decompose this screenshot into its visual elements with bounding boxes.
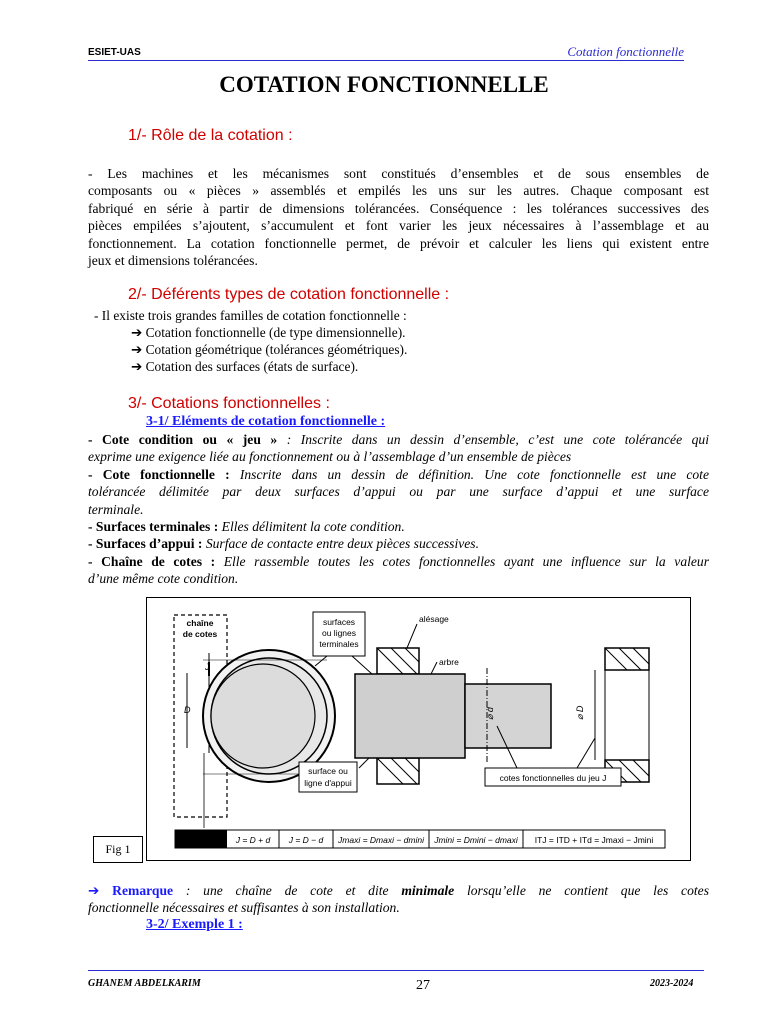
remark-line [88, 882, 709, 899]
definition-surfaces-terminales [88, 518, 709, 535]
s1-line: pièces empilées s’ajoutent, s’accumulent et font varier les jeux nécessaires à l’assemblage et au [88, 218, 709, 234]
figure-caption: Fig 1 [93, 836, 143, 863]
definition-text: : Inscrite dans un dessin d’ensemble, c’est une cote tolérancée qui [277, 432, 709, 447]
formula: Jmini = Dmini − dmaxi [434, 835, 518, 845]
definition-term: - Surfaces d’appui : [88, 536, 203, 552]
list-item-text: Cotation géométrique (tolérances géométriques). [145, 342, 408, 357]
s1-line: composants ou « pièces » assemblés et empilés les uns sur les autres. Chaque composant est [88, 183, 709, 199]
formula: J = D − d [288, 835, 324, 845]
appui-label: ligne d'appui [304, 778, 352, 788]
s1-line: jeux et dimensions tolérancées. [88, 253, 258, 269]
definition-text: d’une même cote condition. [88, 571, 239, 587]
figure-drawing [147, 598, 690, 860]
section-2-intro: - Il existe trois grandes familles de cotation fonctionnelle : [94, 308, 407, 323]
header-rule [88, 60, 684, 61]
arbre-label: arbre [439, 657, 459, 667]
section-1-heading: 1/- Rôle de la cotation : [128, 127, 293, 144]
remark-text: : une chaîne de cote et dite [173, 883, 402, 898]
definition-text: tolérancée délimitée par deux surfaces d’appui ou par une surface d’appui et une surface [88, 484, 709, 500]
definitions-block [88, 431, 709, 588]
page-title: COTATION FONCTIONNELLE [219, 72, 549, 97]
formula: ITJ = ITD + ITd = Jmaxi − Jmini [534, 835, 654, 845]
definition-text: Surface de contacte entre deux pièces successives. [202, 536, 479, 552]
subsection-3-2-heading: 3-2/ Exemple 1 : [146, 917, 243, 932]
appui-label: surface ou [308, 766, 348, 776]
surfaces-label: terminales [319, 639, 359, 649]
footer-year: 2023-2024 [650, 978, 694, 989]
formula: J = D + d [235, 835, 271, 845]
arrow-icon: ➔ [131, 359, 146, 374]
definition-term: - Cote condition ou « jeu » [88, 432, 278, 447]
section-3-heading: 3/- Cotations fonctionnelles : [128, 395, 330, 412]
dim-phid-label: ⌀ d [485, 707, 495, 720]
arrow-icon: ➔ [88, 883, 113, 898]
definition-text: exprime une exigence liée au fonctionnement ou à l’assemblage d’un ensemble de pièces [88, 449, 572, 465]
definition-cote-condition [88, 431, 709, 448]
subsection-3-1-heading: 3-1/ Eléments de cotation fonctionnelle : [146, 414, 386, 429]
footer-rule [88, 970, 704, 971]
s1-line: - Les machines et les mécanismes sont constitués d’ensembles et de sous ensembles de [88, 166, 709, 181]
figure-1 [146, 597, 691, 861]
list-item-text: Cotation fonctionnelle (de type dimensionnelle). [145, 325, 406, 340]
chain-label: de cotes [182, 629, 218, 639]
alesage-label: alésage [419, 614, 449, 624]
footer-author: GHANEM ABDELKARIM [88, 978, 201, 989]
page-number: 27 [416, 978, 430, 993]
header-school: ESIET-UAS [88, 47, 141, 58]
remark-strong: minimale [401, 883, 455, 898]
definition-text: Inscrite dans un dessin de définition. Une cote fonctionnelle est une cote [229, 466, 709, 482]
remark-term: Remarque [112, 883, 174, 898]
s1-line: fabriqué en série à partir de dimensions tolérancées. Conséquence : les tolérances successives des [88, 200, 709, 216]
dim-phiD-label: ⌀ D [575, 705, 585, 720]
arrow-icon: ➔ [131, 325, 146, 340]
section-1-paragraph [88, 165, 709, 269]
remark-text: fonctionnelle nécessaires et suffisantes à son installation. [88, 900, 400, 916]
remark-text: lorsqu’elle ne contient que les cotes [454, 883, 709, 898]
dim-J-label: J [205, 662, 210, 672]
definition-text: Elles délimitent la cote condition. [218, 519, 405, 535]
s1-line: fonctionnement. La cotation fonctionnelle permet, de prévoir et calculer les liens qui existent entre [88, 235, 709, 251]
formula: Jmaxi = Dmaxi − dmini [338, 835, 424, 845]
definition-surfaces-appui [88, 535, 709, 552]
dim-D-label: D [184, 705, 191, 715]
definition-text: Elle rassemble toutes les cotes fonctionnelles ayant une influence sur la valeur [215, 553, 710, 569]
remark-block [88, 882, 709, 917]
arrow-icon: ➔ [131, 342, 146, 357]
definition-text: terminale. [88, 501, 144, 517]
surfaces-label: ou lignes [321, 628, 357, 638]
list-item [131, 324, 406, 341]
definition-term: - Cote fonctionnelle : [88, 466, 230, 482]
definition-term: - Surfaces terminales : [88, 519, 219, 535]
header-topic: Cotation fonctionnelle [567, 44, 684, 59]
list-item [131, 358, 358, 375]
cotes-jeu-label: cotes fonctionnelles du jeu J [499, 773, 607, 783]
section-2-heading: 2/- Déférents types de cotation fonctionnelle : [128, 286, 450, 303]
surfaces-label: surfaces [322, 617, 356, 627]
list-item-text: Cotation des surfaces (états de surface). [145, 359, 359, 374]
list-item [131, 341, 407, 358]
definition-cote-fonctionnelle [88, 466, 709, 483]
chain-label: chaîne [186, 618, 214, 628]
definition-chaine-cotes [88, 553, 709, 570]
definition-term: - Chaîne de cotes : [88, 553, 216, 569]
